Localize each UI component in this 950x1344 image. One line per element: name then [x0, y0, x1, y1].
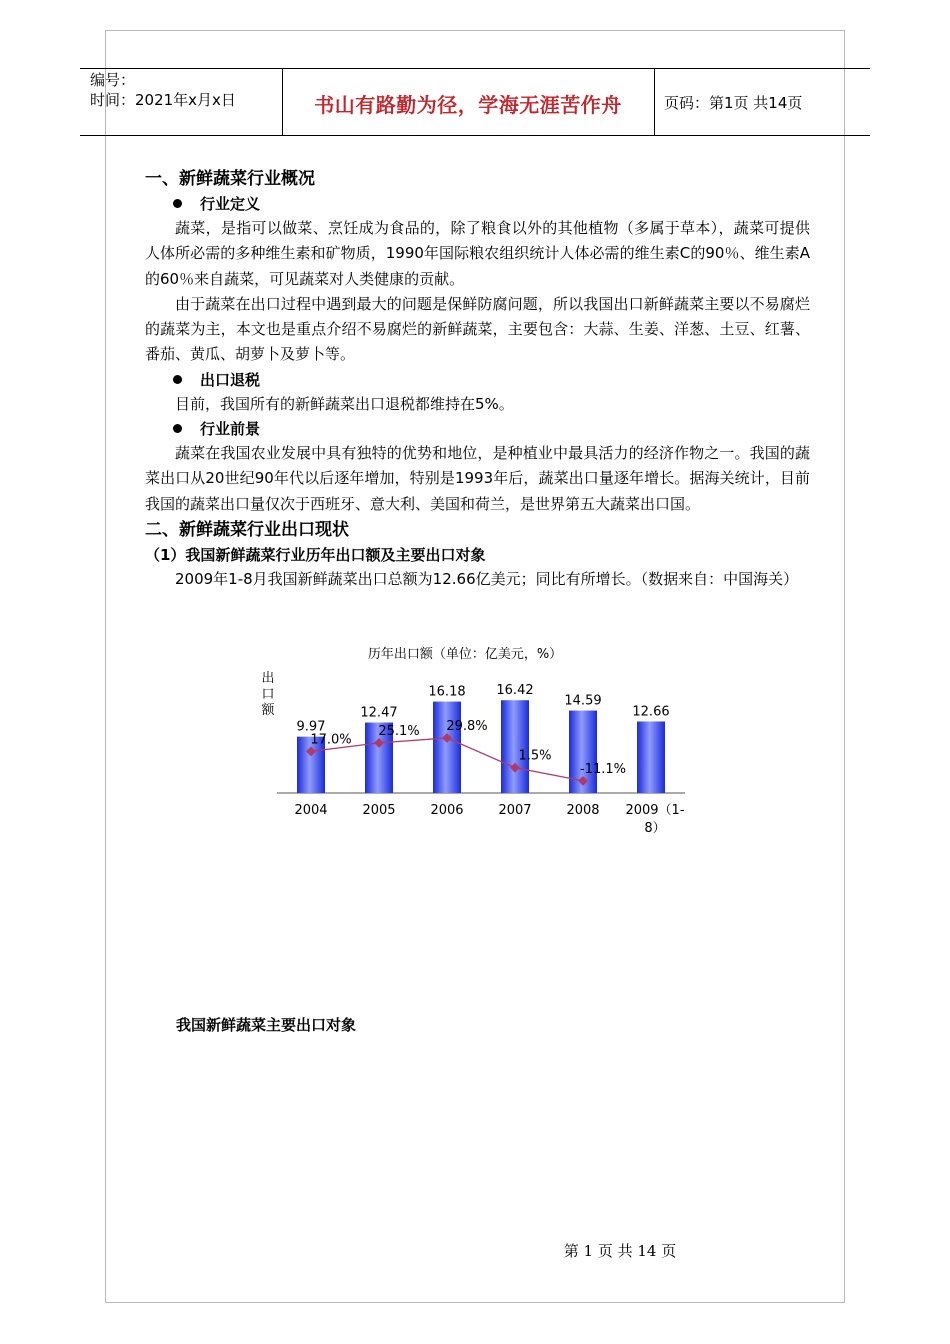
- y-axis-label-char: 出: [261, 671, 275, 686]
- bullet-label: 行业定义: [200, 195, 261, 213]
- y-axis-label-char: 口: [261, 687, 275, 702]
- doc-code-label: 编号：: [90, 71, 136, 89]
- growth-value-label: 29.8%: [446, 718, 488, 734]
- bullet-industry-outlook: [145, 417, 810, 441]
- bullet-label: 出口退税: [200, 370, 261, 389]
- bullet-export-tax-rebate: [145, 368, 810, 392]
- bar-value-label: 14.59: [564, 693, 602, 709]
- bar-value-label: 9.97: [296, 719, 326, 735]
- paragraph-definition: 蔬菜，是指可以做菜、烹饪成为食品的，除了粮食以外的其他植物（多属于草本），蔬菜可提供人体所必需的多种维生素和矿物质，1990年国际粮农组织统计人体必需的维生素C的90％、维生素A的60％来自蔬菜，可见蔬菜对人类健康的贡献。: [145, 219, 810, 288]
- paragraph-2009-total: 2009年1-8月我国新鲜蔬菜出口总额为12.66亿美元；同比有所增长。（数据来自：中国海关）: [175, 569, 799, 588]
- bullet-dot-icon: [173, 424, 182, 433]
- doc-time-label: 时间：2021年x月x日: [90, 91, 236, 109]
- x-tick-label: 2008: [566, 803, 600, 818]
- bar-value-label: 16.42: [496, 683, 534, 699]
- growth-value-label: 17.0%: [310, 732, 352, 748]
- x-tick-label: 2005: [362, 803, 396, 818]
- section-2-title: 二、新鲜蔬菜行业出口现状: [145, 519, 349, 540]
- x-tick-label: 2004: [294, 803, 328, 818]
- header-divider-2: [654, 68, 655, 136]
- bar-2006: [433, 702, 461, 793]
- bar-value-label: 12.47: [360, 705, 398, 721]
- document-body: [145, 166, 810, 592]
- bullet-industry-definition: [145, 192, 810, 216]
- growth-value-label: -11.1%: [580, 761, 626, 777]
- paragraph-outlook: 蔬菜在我国农业发展中具有独特的优势和地位，是种植业中最具活力的经济作物之一。我国的蔬菜出口从20世纪90年代以后逐年增加，特别是1993年后，蔬菜出口量逐年增长。据海关统计，目前我国的蔬菜出口量仅次于西班牙、意大利、美国和荷兰，是世界第五大蔬菜出口国。: [145, 444, 810, 513]
- x-tick-label: 2009（1-: [625, 803, 685, 818]
- chart-title: 历年出口额（单位：亿美元，%）: [367, 647, 563, 662]
- export-destinations-caption: 我国新鲜蔬菜主要出口对象: [176, 1016, 357, 1034]
- bar-2007: [501, 700, 529, 793]
- export-chart-svg: [255, 640, 715, 850]
- bullet-dot-icon: [173, 199, 182, 208]
- paragraph-export-scope: 由于蔬菜在出口过程中遇到最大的问题是保鲜防腐问题，所以我国出口新鲜蔬菜主要以不易腐烂的蔬菜为主，本文也是重点介绍不易腐烂的新鲜蔬菜，主要包含：大蒜、生姜、洋葱、土豆、红薯、番茄、黄瓜、胡萝卜及萝卜等。: [145, 294, 810, 364]
- x-tick-label-wrap: 8）: [644, 821, 666, 836]
- growth-value-label: 25.1%: [378, 723, 420, 739]
- bullet-dot-icon: [173, 375, 182, 384]
- header-meta: [90, 70, 236, 110]
- bar-2009（1-8）: [637, 721, 665, 793]
- export-chart: [255, 640, 715, 850]
- header-motto: 书山有路勤为径，学海无涯苦作舟: [314, 92, 622, 117]
- x-tick-label: 2007: [498, 803, 532, 818]
- y-axis-label-char: 额: [261, 703, 275, 718]
- bar-value-label: 12.66: [632, 704, 670, 720]
- bar-value-label: 16.18: [428, 684, 466, 700]
- x-tick-label: 2006: [430, 803, 464, 818]
- subsection-title: （1）我国新鲜蔬菜行业历年出口额及主要出口对象: [145, 545, 486, 564]
- bullet-label: 行业前景: [200, 420, 261, 439]
- paragraph-tax-rebate: 目前，我国所有的新鲜蔬菜出口退税都维持在5%。: [175, 394, 514, 413]
- header-top-rule: [80, 68, 870, 69]
- section-1-title: 一、新鲜蔬菜行业概况: [145, 169, 315, 189]
- header-page-number: 页码：第1页 共14页: [664, 94, 803, 112]
- page-footer: 第 1 页 共 14 页: [563, 1242, 677, 1260]
- growth-value-label: 1.5%: [518, 748, 552, 764]
